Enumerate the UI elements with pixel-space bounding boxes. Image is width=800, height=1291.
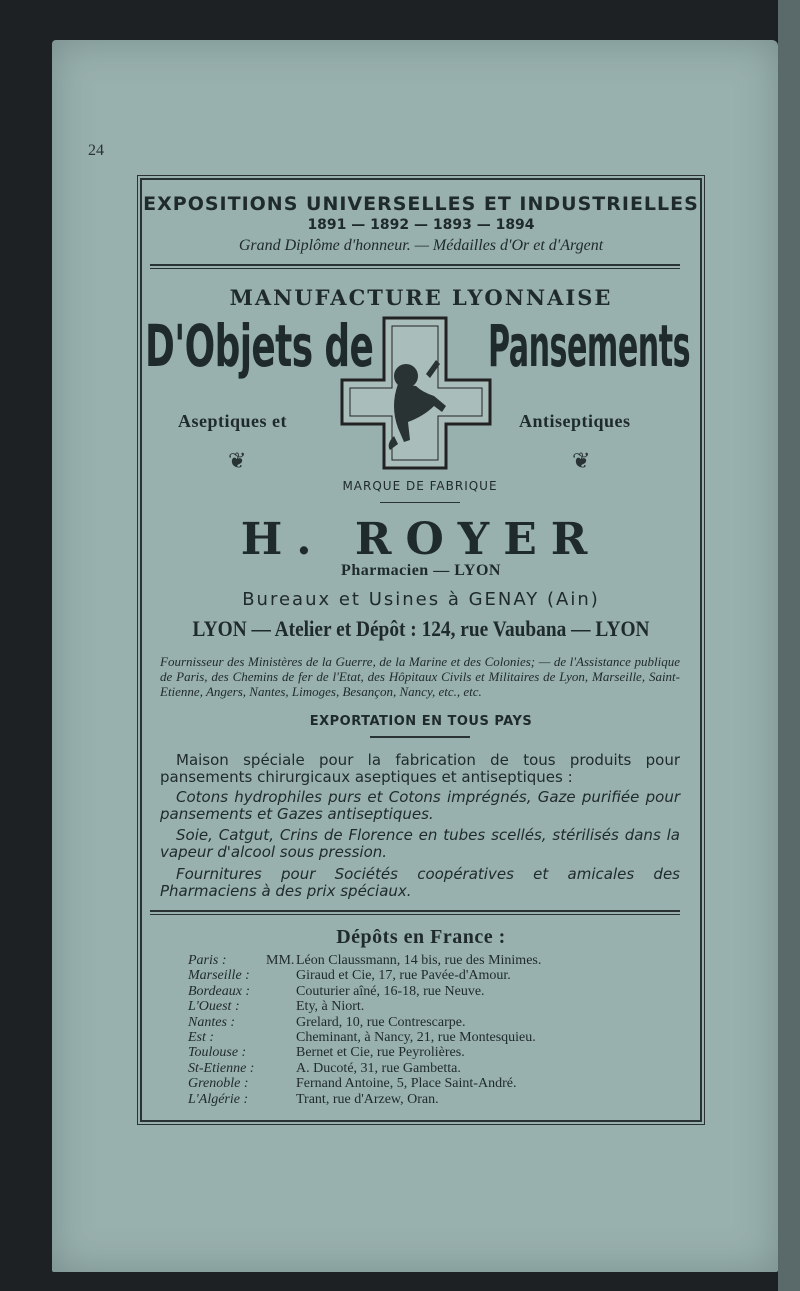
- depots-list: [188, 953, 668, 1107]
- depot-address: Léon Claussmann, 14 bis, rue des Minimes.: [296, 953, 542, 968]
- depot-address: Cheminant, à Nancy, 21, rue Montesquieu.: [296, 1030, 536, 1046]
- depot-address: Giraud et Cie, 17, rue Pavée-d'Amour.: [296, 968, 511, 984]
- paragraph-cotons: Cotons hydrophiles purs et Cotons imprégnés, Gaze purifiée pour pansements et Gazes antiseptiques.: [160, 788, 680, 823]
- list-item: [188, 1076, 668, 1091]
- trademark-cross-lion-logo: [338, 316, 496, 474]
- expositions-awards: Grand Diplôme d'honneur. — Médailles d'Or et d'Argent: [238, 237, 604, 254]
- expositions-title: EXPOSITIONS UNIVERSELLES ET INDUSTRIELLES: [143, 193, 699, 215]
- divider-line: [380, 502, 460, 503]
- trademark-caption: MARQUE DE FABRIQUE: [342, 479, 498, 493]
- divider-line: [150, 264, 680, 269]
- depot-city: St-Etienne :: [188, 1060, 255, 1076]
- list-item: [188, 968, 668, 983]
- depot-city: Marseille :: [188, 968, 250, 984]
- headline-left: D'Objets de: [145, 312, 374, 380]
- depot-city: Nantes :: [188, 1014, 236, 1030]
- company-offices: Bureaux et Usines à GENAY (Ain): [242, 589, 600, 610]
- headline-right: Pansements: [488, 312, 691, 380]
- list-item: [188, 1092, 668, 1107]
- depot-address: Trant, rue d'Arzew, Oran.: [296, 1091, 439, 1107]
- paragraph-soie: Soie, Catgut, Crins de Florence en tubes scellés, stérilisés dans la vapeur d'alcool sous pression.: [160, 826, 680, 861]
- company-profession: Pharmacien — LYON: [341, 562, 501, 579]
- depot-mm: MM.: [266, 953, 295, 968]
- manufacture-name: MANUFACTURE LYONNAISE: [229, 285, 613, 310]
- paragraph-fournitures: Fournitures pour Sociétés coopératives et amicales des Pharmaciens à des prix spéciaux.: [160, 865, 680, 900]
- divider-line: [370, 736, 470, 738]
- list-item: [188, 1045, 668, 1060]
- subheadline-left: Aseptiques et: [178, 411, 287, 431]
- list-item: [188, 999, 668, 1014]
- list-item: [188, 1061, 668, 1076]
- list-item: [188, 1030, 668, 1045]
- depot-city: L'Algérie :: [188, 1091, 249, 1107]
- adjacent-page-edge: [778, 0, 800, 1291]
- company-name: H. ROYER: [240, 514, 602, 565]
- list-item: [188, 953, 668, 968]
- depot-address: Fernand Antoine, 5, Place Saint-André.: [296, 1076, 517, 1092]
- divider-line: [150, 910, 680, 915]
- depots-title: Dépôts en France :: [336, 926, 506, 948]
- depot-city: Grenoble :: [188, 1076, 249, 1092]
- depot-city: Toulouse :: [188, 1045, 247, 1061]
- subheadline-right: Antiseptiques: [519, 411, 631, 431]
- depot-address: Bernet et Cie, rue Peyrolières.: [296, 1045, 465, 1061]
- ornament-right-icon: ❦: [572, 448, 591, 473]
- depot-address: A. Ducoté, 31, rue Gambetta.: [296, 1060, 461, 1076]
- export-heading: EXPORTATION EN TOUS PAYS: [309, 714, 533, 729]
- depot-city: Paris :: [188, 953, 227, 968]
- depot-city: L'Ouest :: [188, 999, 240, 1015]
- depot-address: Grelard, 10, rue Contrescarpe.: [296, 1014, 466, 1030]
- list-item: [188, 1015, 668, 1030]
- paragraph-specialty: Maison spéciale pour la fabrication de tous produits pour pansements chirurgicaux aseptiques et antiseptiques :: [160, 751, 680, 786]
- supplier-text: Fournisseur des Ministères de la Guerre, de la Marine et des Colonies; — de l'Assistance publique de Paris, des Chemins de fer de l'Etat, des Hôpitaux Civils et Militaires de Lyon, Marseille, Saint-Etienne, Angers, Nantes, Limoges, Besançon, Nancy, etc., etc.: [160, 654, 680, 699]
- ornament-left-icon: ❦: [228, 448, 247, 473]
- expositions-years: 1891 — 1892 — 1893 — 1894: [307, 217, 535, 233]
- depot-address: Couturier aîné, 16-18, rue Neuve.: [296, 983, 485, 999]
- depot-address: Ety, à Niort.: [296, 999, 365, 1015]
- depot-city: Bordeaux :: [188, 983, 251, 999]
- depot-city: Est :: [188, 1030, 215, 1046]
- list-item: [188, 984, 668, 999]
- page-number: 24: [88, 142, 104, 159]
- company-workshop: LYON — Atelier et Dépôt : 124, rue Vaubana — LYON: [192, 616, 650, 641]
